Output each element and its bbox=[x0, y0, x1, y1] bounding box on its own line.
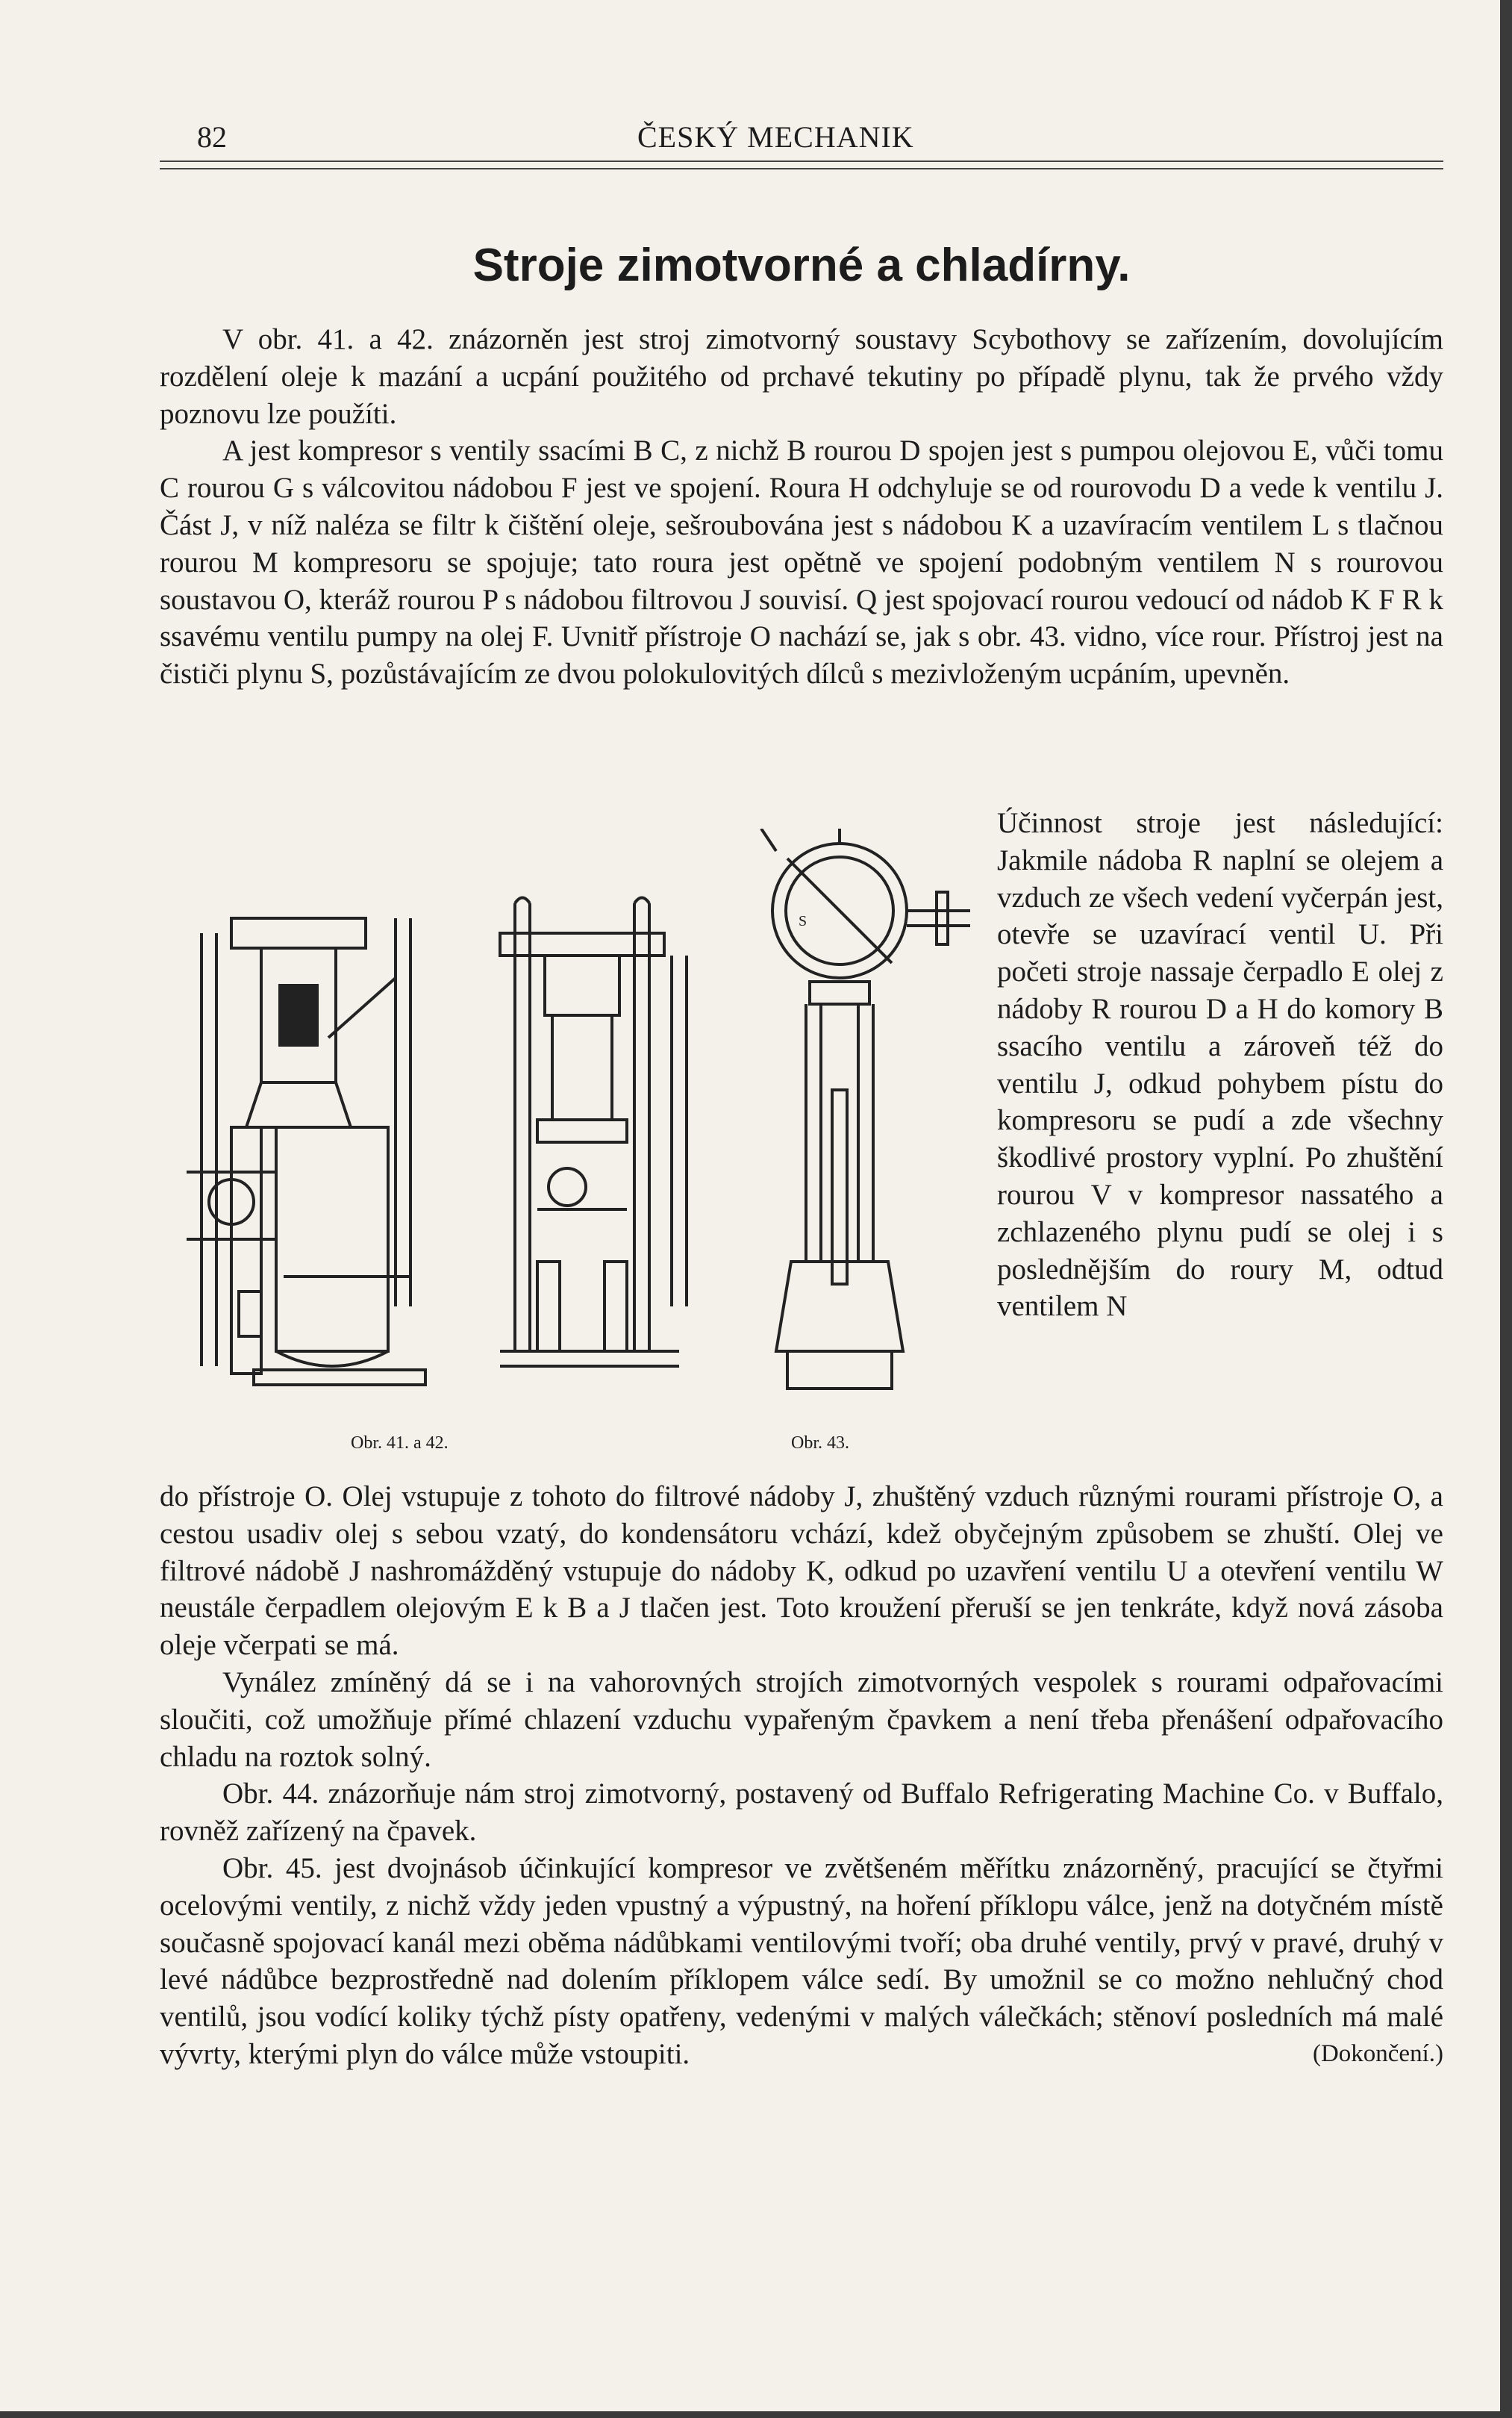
figure-43-caption: Obr. 43. bbox=[791, 1433, 849, 1453]
article-title: Stroje zimotvorné a chladírny. bbox=[472, 240, 1131, 291]
paragraph-text: Obr. 45. jest dvojnásob účinkující kompresor ve zvětšeném měřítku znázorněný, pracující se čtyřmi ocelovými ventily, z nichž vždy jeden vpustný a výpustný, na hoření příklopu válce, jenž na dotyčném místě současně spojovací kanál mezi oběma nádůbkami ventilovými tvoří; oba druhé ventily, prvý v pravé, druhý v levé nádůbce bezprostředně nad dolením příklopem válce sedí. By umožnil se co možno nehlučný chod ventilů, jsou vodící koliky týchž písty opatřeny, vedenými v malých válečkách; stěnoví posledních má malé vývrty, kterými plyn do válce může vstoupiti. bbox=[160, 1851, 1443, 2070]
figure-41-42-illustration bbox=[187, 888, 754, 1403]
paragraph: V obr. 41. a 42. znázorněn jest stroj zimotvorný soustavy Scybothovy se zařízením, dovolujícím rozdělení oleje k mazání a ucpání použitého od prchavé tekutiny po případě plynu, tak že prvého vždy poznovu lze použíti. bbox=[160, 323, 1443, 430]
header-rule bbox=[160, 168, 1443, 169]
paragraph bbox=[160, 1850, 1443, 2073]
figure-43-illustration bbox=[746, 829, 985, 1403]
paragraph: do přístroje O. Olej vstupuje z tohoto do filtrové nádoby J, zhuštěný vzduch různými rourami přístroje O, a cestou usadiv olej s sebou vzatý, do kondensátoru vchází, kdež obyčejným způsobem se zhuští. Olej ve filtrové nádobě J nashromážděný vstupuje do nádoby K, odkud po uzavření ventilu U a otevření ventilu W neustále čerpadlem olejovým E k B a J tlačen jest. Toto kroužení přeruší se jen tenkráte, když nová zásoba oleje včerpati se má. bbox=[160, 1480, 1443, 1662]
paragraph: A jest kompresor s ventily ssacími B C, z nichž B rourou D spojen jest s pumpou olejovou E, vůči tomu C rourou G s válcovitou nádobou F jest ve spojení. Roura H odchyluje se od rourovodu D a vede k ventilu J. Část J, v níž naléza se filtr k čištění oleje, sešroubována jest s nádobou K a uzavíracím ventilem L s tlačnou rourou M kompresoru se spojuje; tato roura jest opětně ve spojení podobným ventilem N s rourovou soustavou O, kteráž rourou P s nádobou filtrovou J souvisí. Q jest spojovací rourou vedoucí od nádob K F R k ssavému ventilu pumpy na olej F. Uvnitř přístroje O nachází se, jak s obr. 43. vidno, více rour. Přístroj jest na čističi plynu S, pozůstávajícím ze dvou polokulovitých dílců s mezivloženým ucpáním, upevněn. bbox=[160, 434, 1443, 691]
page-header bbox=[160, 119, 1443, 157]
page-number: 82 bbox=[197, 120, 227, 154]
paragraph: Obr. 44. znázorňuje nám stroj zimotvorný, postavený od Buffalo Refrigerating Machine Co. v Buffalo, rovněž zařízený na čpavek. bbox=[160, 1777, 1443, 1848]
to-be-continued-note: (Dokončení.) bbox=[1312, 2040, 1443, 2067]
article-body-top bbox=[160, 321, 1443, 693]
article-body-bottom bbox=[160, 1478, 1443, 2073]
paragraph: Účinnost stroje jest následující: Jakmile nádoba R naplní se olejem a vzduch ze všech vedení vyčerpán jest, otevře se uzavírací ventil U. Při početi stroje nassaje čerpadlo E olej z nádoby R rourou D a H do komory B ssacího ventilu a zároveň též do ventilu J, odkud pohybem pístu do kompresoru se pudí a zde všechny škodlivé prostory vyplní. Po zhuštění rourou V v kompresor nassatého a zchlazeného plynu pudí se olej i s poslednějším do roury M, odtud ventilem N bbox=[997, 807, 1443, 1323]
paragraph: Vynález zmíněný dá se i na vahorovných strojích zimotvorných vespolek s rourami odpařovacími sloučiti, což umožňuje přímé chlazení vzduchu vypařeným čpavkem a není třeba přenášení odpařovacího chladu na roztok solný. bbox=[160, 1666, 1443, 1773]
header-rule bbox=[160, 161, 1443, 162]
running-title: ČESKÝ MECHANIK bbox=[637, 120, 914, 154]
figure-43-label-s: S bbox=[799, 913, 807, 929]
figure-41-42-caption: Obr. 41. a 42. bbox=[351, 1433, 449, 1453]
article-body-side-column bbox=[997, 805, 1443, 1325]
